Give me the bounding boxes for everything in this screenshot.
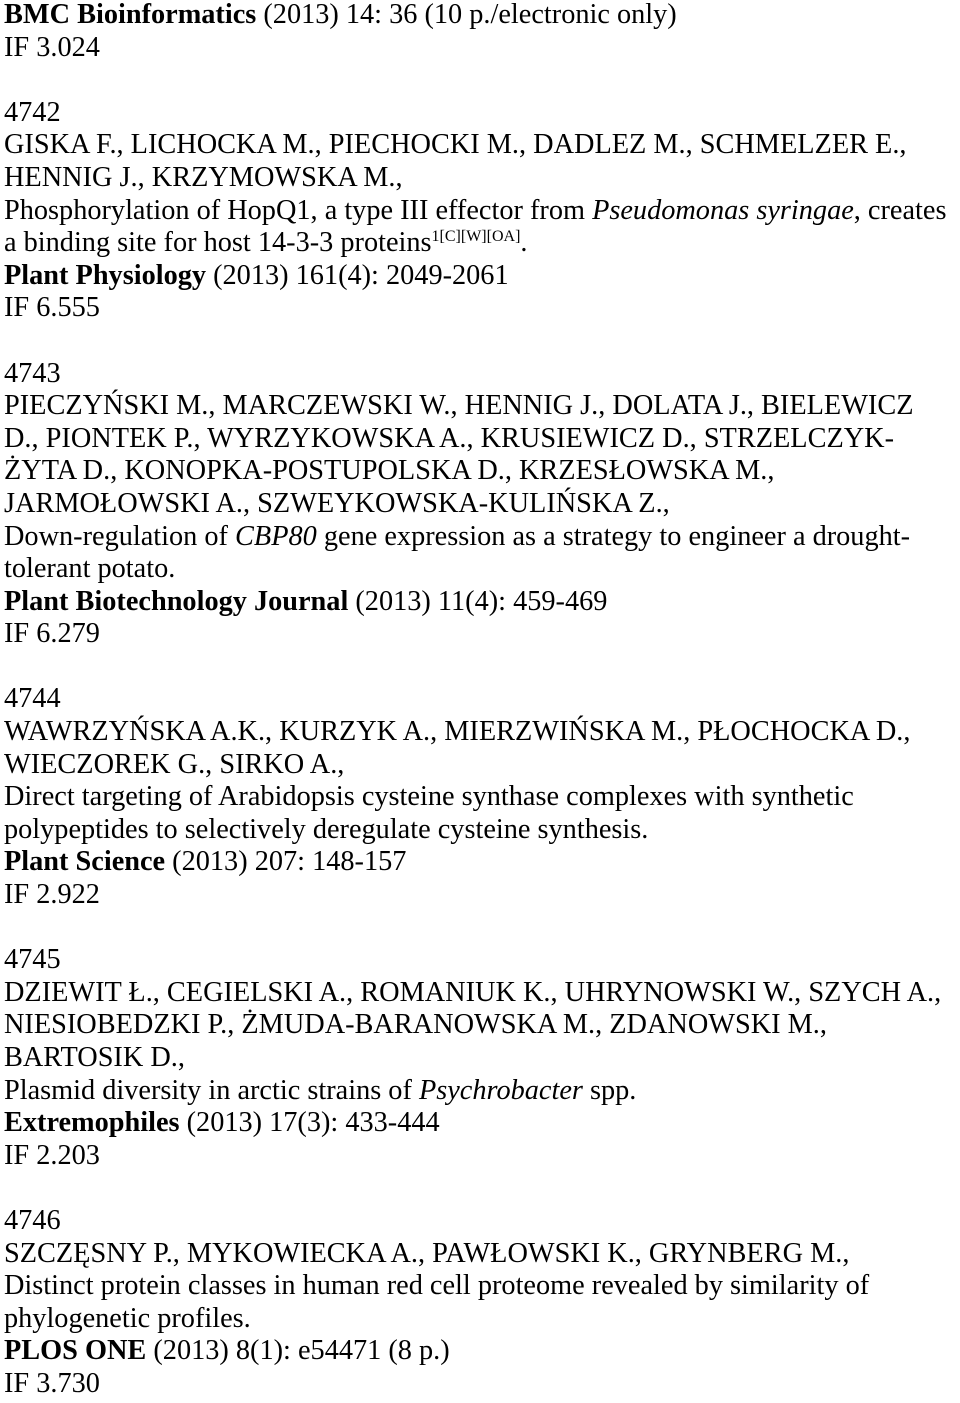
entry-number: 4746	[4, 1204, 61, 1236]
journal-details: (2013) 161(4): 2049-2061	[206, 259, 509, 291]
author-line: HENNIG J., KRZYMOWSKA M.,	[4, 161, 403, 193]
title-text: spp.	[582, 1074, 637, 1106]
title-text: , creates	[853, 194, 947, 226]
journal-name: Extremophiles	[4, 1107, 180, 1139]
title-line: tolerant potato.	[4, 553, 176, 585]
author-line: GISKA F., LICHOCKA M., PIECHOCKI M., DADLEZ M., SCHMELZER E.,	[4, 129, 907, 161]
journal-name: Plant Physiology	[4, 259, 207, 291]
impact-factor: IF 2.203	[4, 1139, 100, 1171]
author-line: DZIEWIT Ł., CEGIELSKI A., ROMANIUK K., UHRYNOWSKI W., SZYCH A.,	[4, 976, 942, 1008]
journal-name: Plant Science	[4, 846, 166, 878]
title-line: polypeptides to selectively deregulate cysteine synthesis.	[4, 813, 649, 845]
impact-factor: IF 2.922	[4, 879, 100, 911]
entry-number: 4745	[4, 944, 61, 976]
title-line: Direct targeting of Arabidopsis cysteine synthase complexes with synthetic	[4, 781, 854, 813]
journal-name: PLOS ONE	[4, 1335, 147, 1367]
impact-factor: IF 3.024	[4, 31, 100, 63]
impact-factor: IF 6.279	[4, 618, 100, 650]
author-line: JARMOŁOWSKI A., SZWEYKOWSKA-KULIŃSKA Z.,	[4, 487, 670, 519]
author-line: PIECZYŃSKI M., MARCZEWSKI W., HENNIG J., DOLATA J., BIELEWICZ	[4, 390, 914, 422]
journal-line	[4, 586, 956, 619]
species-name: Pseudomonas syringae	[592, 194, 854, 226]
journal-line	[4, 1335, 956, 1368]
author-line: WIECZOREK G., SIRKO A.,	[4, 748, 345, 780]
journal-name: BMC Bioinformatics	[4, 0, 257, 30]
author-line: ŻYTA D., KONOPKA-POSTUPOLSKA D., KRZESŁOWSKA M.,	[4, 455, 775, 487]
impact-factor: IF 3.730	[4, 1367, 100, 1399]
author-line: BARTOSIK D.,	[4, 1042, 185, 1073]
journal-name: Plant Biotechnology Journal	[4, 585, 349, 617]
title-line: Distinct protein classes in human red cell proteome revealed by similarity of	[4, 1270, 870, 1302]
species-name: Psychrobacter	[418, 1074, 583, 1106]
journal-details: (2013) 207: 148-157	[165, 846, 407, 878]
title-line: phylogenetic profiles.	[4, 1302, 251, 1334]
title-text: a binding site for host 14-3-3 proteins	[4, 227, 432, 259]
journal-line	[4, 0, 956, 32]
entry-number: 4743	[4, 357, 61, 389]
journal-line	[4, 1107, 956, 1140]
bibliography-entry-4743	[4, 358, 956, 651]
journal-details: (2013) 8(1): e54471 (8 p.)	[146, 1335, 450, 1367]
title-text: Plasmid diversity in arctic strains of	[4, 1074, 419, 1106]
journal-details: (2013) 14: 36 (10 p./electronic only)	[256, 0, 677, 30]
entry-number: 4742	[4, 96, 61, 128]
document-page	[4, 0, 956, 1401]
title-text: gene expression as a strategy to engineer a drought-	[316, 520, 911, 552]
bibliography-entry-4745	[4, 944, 956, 1172]
author-line: NIESIOBEDZKI P., ŻMUDA-BARANOWSKA M., ZDANOWSKI M.,	[4, 1009, 827, 1041]
journal-line	[4, 846, 956, 879]
author-line: WAWRZYŃSKA A.K., KURZYK A., MIERZWIŃSKA M., PŁOCHOCKA D.,	[4, 716, 911, 748]
title-text: Down-regulation of	[4, 520, 236, 552]
impact-factor: IF 6.555	[4, 292, 100, 324]
journal-details: (2013) 17(3): 433-444	[179, 1107, 440, 1139]
entry-number: 4744	[4, 683, 61, 715]
title-line	[4, 227, 956, 260]
author-line: SZCZĘSNY P., MYKOWIECKA A., PAWŁOWSKI K., GRYNBERG M.,	[4, 1237, 850, 1269]
title-line	[4, 521, 956, 554]
gene-name: CBP80	[235, 520, 317, 552]
bibliography-entry-4746	[4, 1205, 956, 1401]
title-text: Phosphorylation of HopQ1, a type III effector from	[4, 194, 593, 226]
author-line: D., PIONTEK P., WYRZYKOWSKA A., KRUSIEWICZ D., STRZELCZYK-	[4, 422, 895, 454]
title-line	[4, 1075, 956, 1108]
journal-line	[4, 260, 956, 293]
title-line	[4, 195, 956, 228]
title-superscript: 1[C][W][OA]	[431, 228, 521, 246]
bibliography-entry-continued	[4, 0, 956, 64]
bibliography-entry-4742	[4, 97, 956, 325]
journal-details: (2013) 11(4): 459-469	[348, 585, 608, 617]
bibliography-entry-4744	[4, 683, 956, 911]
title-text: .	[520, 227, 528, 259]
